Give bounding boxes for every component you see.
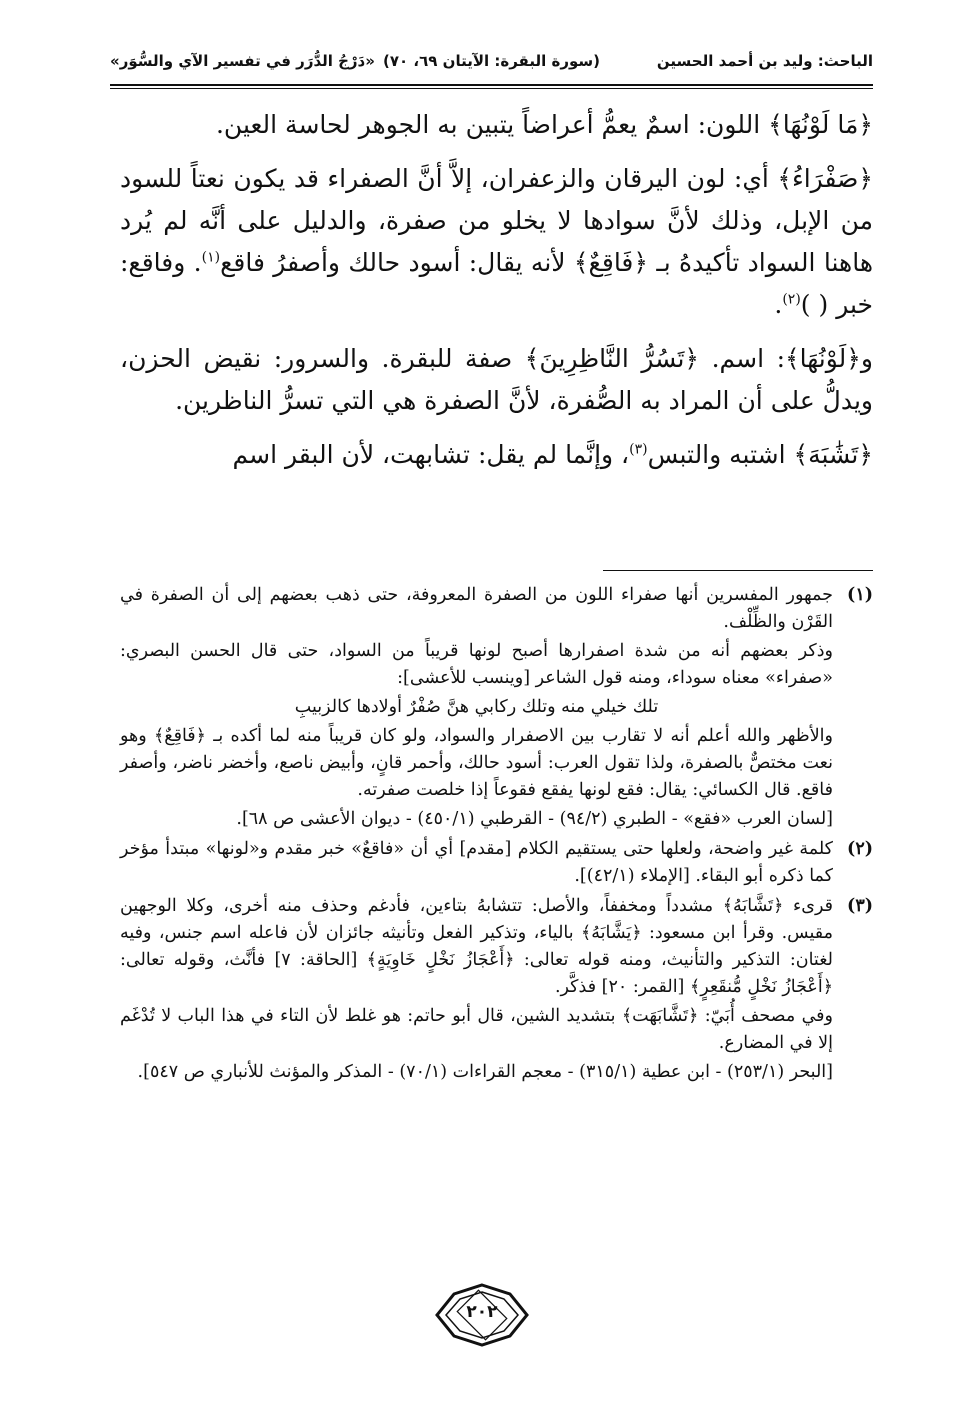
footnote-1 [120,582,873,833]
paragraph-yellow-end: . [774,290,783,319]
paragraph-color: ﴿مَا لَوْنُهَا﴾ اللون: اسمٌ يعمُّ أعراضاً يتبين به الجوهر لحاسة العين. [215,110,873,139]
footnote-2 [120,836,873,890]
paragraph-yellow-text: ﴿صَفْرَاءُ﴾ أي: لون اليرقان والزعفران، إلاَّ أنَّ الصفراء قد يكون نعتاً للسود من الإبل، وذلك لأنَّ سوادها لا يخلو من صفرة، والدليل على أنَّه لم يُرد هاهنا السواد تأكيدهُ بـ ﴿فَاقِعٌ﴾ لأنه يقال: أسود حالك وأصفرُ فاقع [120,164,873,277]
poetry-verse: تلك خيلي منه وتلك ركابي هنَّ صُفْرٌ أولادها كالزبيبِ [294,697,659,717]
paragraph-resemble-text: ﴿تَشَٰبَهَ﴾ اشتبه والتبس [647,440,873,469]
header-author: الباحث: وليد بن أحمد الحسين [656,52,873,70]
page-number-ornament [432,1282,532,1348]
footnote-text: وذكر بعضهم أنه من شدة اصفرارها أصبح لونها قريباً من السواد، حتى قال الحسن البصري: «صفراء» معناه سوداء، ومنه قول الشاعر [وينسب للأعشى]: [120,641,833,688]
footnote-text: وفي مصحف أُبَيّ: ﴿تَشَّابَهَت﴾ بتشديد الشين، قال أبو حاتم: هو غلط لأن التاء في هذا الباب لا تُدْغَم إلا في المضارع. [120,1006,833,1053]
footnote-number: (٣) [847,896,873,916]
footnote-number: (٢) [847,839,873,859]
footnote-separator [603,570,873,571]
paragraph-yellow [120,158,873,326]
footnote-text: والأظهر والله أعلم أنه لا تقارب بين الاصفرار والسواد، ولو كان قريباً منه لما أكده بـ ﴿فَاقِعٌ﴾ وهو نعت مختصٌّ بالصفرة، ولذا تقول العرب: أسود حالك، وأحمر قانٍ، وأبيض ناصع، وأخضر ناضر، وأصفر فاقع. قال الكسائي: يقال: فقع لونها يفقع فقوعاً إذا خلصت صفرته. [120,726,833,800]
paragraph-resemble-text-2: ، وإنَّما لم يقل: تشابهت، لأن البقر اسم [232,440,630,469]
footnotes [120,582,873,1089]
footnote-sources: [لسان العرب «فقع» - الطبري (٩٤/٢) - القرطبي (٤٥٠/١) - ديوان الأعشى ص ٦٨]. [236,809,833,829]
footnote-ref-3[interactable]: (٣) [629,441,648,458]
footnote-number: (١) [847,585,873,605]
paragraph-pleasing: و﴿لَوْنُهَا﴾: اسم. ﴿تَسُرُّ النَّاظِرِينَ﴾ صفة للبقرة. والسرور: نقيض الحزن، ويدلُّ على أن المراد به الصُّفرة، لأنَّ الصفرة هي التي تسرُّ الناظرين. [120,344,873,415]
footnote-ref-1[interactable]: (١) [201,249,221,266]
footnote-sources: [البحر (٢٥٣/١) - ابن عطية (٣١٥/١) - معجم القراءات (٧٠/١) - المذكر والمؤنث للأنباري ص ٥٤٧]. [137,1062,833,1082]
footnote-text: كلمة غير واضحة، ولعلها حتى يستقيم الكلام [مقدم] أي أن «فاقعٌ» خبر مقدم و«لونها» مبتدأ مؤخر كما ذكره أبو البقاء. [الإملاء (٤٢/١)]. [120,839,833,886]
footnote-text: قرىء ﴿تَشَّابَهُ﴾ مشدداً ومخففاً، والأصل: تتشابهُ بتاءين، فأدغم وحذف منه أخرى، وكلا الوجهين مقيس. وقرأ ابن مسعود: ﴿يَشَّابَهُ﴾ بالياء، وتذكير الفعل وتأنيثه جائزان لأن فاعله اسم جنس، وفيه لغتان: التذكير والتأنيث، ومنه قوله تعالى: ﴿أَعْجَازُ نَخْلٍ خَاوِيَةٍ﴾ [الحاقة: ٧] فأنَّث، وقوله تعالى: ﴿أَعْجَازُ نَخْلٍ مُّنقَعِرٍ﴾ [القمر: ٢٠] فذكَّر. [120,896,833,997]
header-rule-thin [110,88,873,89]
paragraph-resemble [120,434,873,476]
header-book-title: «دَرْجُ الدُّرَر في تفسير الآي والسُّوَر» [110,52,375,70]
main-text [120,104,873,488]
running-header [110,44,873,78]
paragraph-yellow-text-2: . وفاقع: خبر ( ) [120,248,873,319]
footnote-3 [120,893,873,1086]
footnote-text: جمهور المفسرين أنها صفراء اللون من الصفرة المعروفة، حتى ذهب بعضهم إلى أن الصفرة في القَرْن والظِّلْف. [120,585,833,632]
page-number: ٢٠٢ [466,1302,498,1322]
footnote-ref-2[interactable]: (٢) [782,291,801,308]
header-surah: (سورة البقرة: الآيتان ٦٩، ٧٠) [383,52,600,70]
header-rule-thick [110,84,873,86]
